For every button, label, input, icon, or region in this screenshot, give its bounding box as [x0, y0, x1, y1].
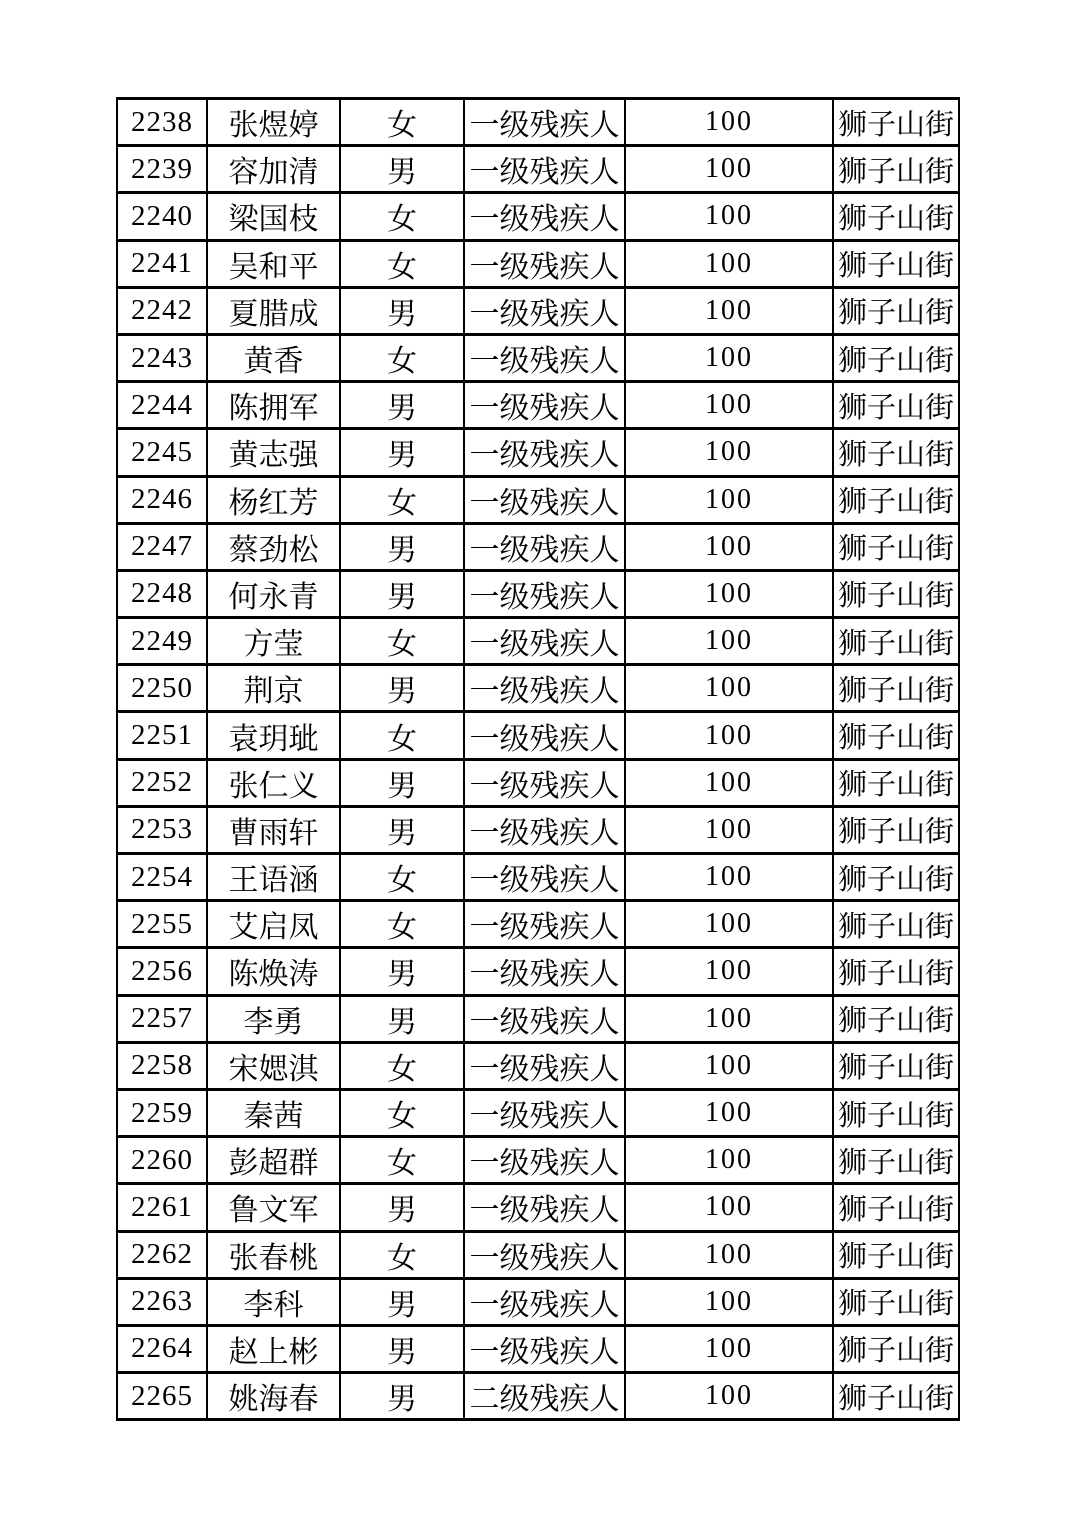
cell-disability-category: 一级残疾人 [464, 570, 625, 617]
cell-serial-number: 2243 [117, 334, 207, 381]
cell-amount: 100 [625, 712, 833, 759]
cell-disability-category: 一级残疾人 [464, 99, 625, 146]
table-row [117, 382, 959, 429]
cell-amount: 100 [625, 1184, 833, 1231]
cell-person-name: 容加清 [207, 146, 340, 193]
cell-disability-category: 一级残疾人 [464, 240, 625, 287]
cell-gender: 女 [340, 901, 464, 948]
cell-disability-category: 一级残疾人 [464, 1325, 625, 1372]
cell-person-name: 李科 [207, 1278, 340, 1325]
table-row [117, 1231, 959, 1278]
cell-street: 狮子山街 [833, 1184, 959, 1231]
cell-person-name: 赵上彬 [207, 1325, 340, 1372]
cell-serial-number: 2239 [117, 146, 207, 193]
cell-gender: 男 [340, 759, 464, 806]
cell-serial-number: 2262 [117, 1231, 207, 1278]
cell-gender: 女 [340, 1089, 464, 1136]
cell-disability-category: 一级残疾人 [464, 1137, 625, 1184]
cell-gender: 男 [340, 382, 464, 429]
cell-person-name: 夏腊成 [207, 287, 340, 334]
table-row [117, 429, 959, 476]
cell-serial-number: 2260 [117, 1137, 207, 1184]
cell-street: 狮子山街 [833, 1137, 959, 1184]
cell-person-name: 姚海春 [207, 1373, 340, 1420]
table-row [117, 1373, 959, 1420]
cell-amount: 100 [625, 334, 833, 381]
cell-street: 狮子山街 [833, 476, 959, 523]
cell-disability-category: 一级残疾人 [464, 1042, 625, 1089]
cell-amount: 100 [625, 1373, 833, 1420]
cell-street: 狮子山街 [833, 1231, 959, 1278]
cell-gender: 女 [340, 1231, 464, 1278]
cell-serial-number: 2244 [117, 382, 207, 429]
table-row [117, 759, 959, 806]
cell-person-name: 陈拥军 [207, 382, 340, 429]
table-row [117, 287, 959, 334]
table-row [117, 193, 959, 240]
cell-amount: 100 [625, 759, 833, 806]
cell-amount: 100 [625, 1089, 833, 1136]
cell-amount: 100 [625, 240, 833, 287]
table-row [117, 618, 959, 665]
cell-serial-number: 2251 [117, 712, 207, 759]
cell-serial-number: 2253 [117, 806, 207, 853]
cell-person-name: 张仁义 [207, 759, 340, 806]
table-row [117, 806, 959, 853]
cell-serial-number: 2265 [117, 1373, 207, 1420]
cell-serial-number: 2250 [117, 665, 207, 712]
cell-serial-number: 2245 [117, 429, 207, 476]
cell-person-name: 张煜婷 [207, 99, 340, 146]
cell-gender: 女 [340, 1042, 464, 1089]
cell-person-name: 梁国枝 [207, 193, 340, 240]
cell-gender: 女 [340, 193, 464, 240]
cell-person-name: 陈焕涛 [207, 948, 340, 995]
cell-gender: 男 [340, 287, 464, 334]
cell-disability-category: 二级残疾人 [464, 1373, 625, 1420]
cell-disability-category: 一级残疾人 [464, 334, 625, 381]
cell-person-name: 方莹 [207, 618, 340, 665]
cell-amount: 100 [625, 806, 833, 853]
cell-serial-number: 2247 [117, 523, 207, 570]
table-row [117, 901, 959, 948]
cell-amount: 100 [625, 995, 833, 1042]
cell-disability-category: 一级残疾人 [464, 712, 625, 759]
cell-disability-category: 一级残疾人 [464, 995, 625, 1042]
cell-person-name: 何永青 [207, 570, 340, 617]
cell-serial-number: 2241 [117, 240, 207, 287]
cell-disability-category: 一级残疾人 [464, 759, 625, 806]
cell-amount: 100 [625, 476, 833, 523]
cell-person-name: 袁玥玼 [207, 712, 340, 759]
table-row [117, 712, 959, 759]
cell-serial-number: 2258 [117, 1042, 207, 1089]
cell-gender: 男 [340, 570, 464, 617]
cell-amount: 100 [625, 1231, 833, 1278]
cell-disability-category: 一级残疾人 [464, 476, 625, 523]
cell-amount: 100 [625, 146, 833, 193]
cell-disability-category: 一级残疾人 [464, 429, 625, 476]
cell-street: 狮子山街 [833, 429, 959, 476]
cell-street: 狮子山街 [833, 287, 959, 334]
cell-street: 狮子山街 [833, 948, 959, 995]
cell-person-name: 秦茜 [207, 1089, 340, 1136]
cell-person-name: 黄志强 [207, 429, 340, 476]
cell-serial-number: 2240 [117, 193, 207, 240]
cell-serial-number: 2256 [117, 948, 207, 995]
cell-serial-number: 2242 [117, 287, 207, 334]
cell-disability-category: 一级残疾人 [464, 523, 625, 570]
cell-disability-category: 一级残疾人 [464, 193, 625, 240]
table-row [117, 1089, 959, 1136]
cell-street: 狮子山街 [833, 854, 959, 901]
cell-person-name: 张春桃 [207, 1231, 340, 1278]
cell-person-name: 吴和平 [207, 240, 340, 287]
cell-serial-number: 2249 [117, 618, 207, 665]
cell-person-name: 彭超群 [207, 1137, 340, 1184]
cell-amount: 100 [625, 665, 833, 712]
cell-serial-number: 2255 [117, 901, 207, 948]
cell-street: 狮子山街 [833, 806, 959, 853]
cell-amount: 100 [625, 901, 833, 948]
cell-disability-category: 一级残疾人 [464, 854, 625, 901]
cell-street: 狮子山街 [833, 193, 959, 240]
cell-street: 狮子山街 [833, 334, 959, 381]
cell-person-name: 李勇 [207, 995, 340, 1042]
cell-gender: 男 [340, 1373, 464, 1420]
cell-disability-category: 一级残疾人 [464, 665, 625, 712]
benefit-roster-table [116, 97, 960, 1421]
cell-gender: 男 [340, 146, 464, 193]
cell-disability-category: 一级残疾人 [464, 901, 625, 948]
cell-disability-category: 一级残疾人 [464, 287, 625, 334]
cell-amount: 100 [625, 618, 833, 665]
table-row [117, 146, 959, 193]
cell-street: 狮子山街 [833, 99, 959, 146]
cell-gender: 男 [340, 1184, 464, 1231]
table-row [117, 665, 959, 712]
cell-street: 狮子山街 [833, 665, 959, 712]
cell-serial-number: 2254 [117, 854, 207, 901]
cell-gender: 女 [340, 240, 464, 287]
cell-gender: 女 [340, 334, 464, 381]
cell-disability-category: 一级残疾人 [464, 1089, 625, 1136]
cell-gender: 女 [340, 476, 464, 523]
cell-amount: 100 [625, 287, 833, 334]
table-row [117, 1137, 959, 1184]
cell-disability-category: 一级残疾人 [464, 1184, 625, 1231]
cell-gender: 女 [340, 99, 464, 146]
cell-serial-number: 2252 [117, 759, 207, 806]
cell-amount: 100 [625, 99, 833, 146]
cell-person-name: 黄香 [207, 334, 340, 381]
table-row [117, 240, 959, 287]
cell-amount: 100 [625, 523, 833, 570]
cell-street: 狮子山街 [833, 240, 959, 287]
cell-disability-category: 一级残疾人 [464, 146, 625, 193]
table-row [117, 995, 959, 1042]
cell-person-name: 荆京 [207, 665, 340, 712]
cell-gender: 男 [340, 1278, 464, 1325]
cell-disability-category: 一级残疾人 [464, 618, 625, 665]
table-row [117, 476, 959, 523]
cell-amount: 100 [625, 854, 833, 901]
cell-serial-number: 2263 [117, 1278, 207, 1325]
cell-street: 狮子山街 [833, 1042, 959, 1089]
cell-street: 狮子山街 [833, 1325, 959, 1372]
cell-disability-category: 一级残疾人 [464, 382, 625, 429]
cell-street: 狮子山街 [833, 901, 959, 948]
cell-amount: 100 [625, 570, 833, 617]
cell-gender: 男 [340, 665, 464, 712]
cell-gender: 男 [340, 995, 464, 1042]
cell-disability-category: 一级残疾人 [464, 948, 625, 995]
cell-street: 狮子山街 [833, 523, 959, 570]
cell-gender: 男 [340, 948, 464, 995]
cell-street: 狮子山街 [833, 382, 959, 429]
cell-gender: 男 [340, 806, 464, 853]
cell-serial-number: 2261 [117, 1184, 207, 1231]
table-row [117, 1278, 959, 1325]
table-row [117, 948, 959, 995]
cell-street: 狮子山街 [833, 1089, 959, 1136]
table-row [117, 99, 959, 146]
cell-serial-number: 2246 [117, 476, 207, 523]
cell-serial-number: 2264 [117, 1325, 207, 1372]
cell-street: 狮子山街 [833, 1278, 959, 1325]
cell-gender: 女 [340, 854, 464, 901]
cell-gender: 女 [340, 712, 464, 759]
cell-street: 狮子山街 [833, 759, 959, 806]
cell-amount: 100 [625, 1137, 833, 1184]
cell-amount: 100 [625, 429, 833, 476]
cell-serial-number: 2259 [117, 1089, 207, 1136]
cell-serial-number: 2257 [117, 995, 207, 1042]
cell-person-name: 王语涵 [207, 854, 340, 901]
cell-person-name: 艾启凤 [207, 901, 340, 948]
table-row [117, 1042, 959, 1089]
cell-amount: 100 [625, 1042, 833, 1089]
cell-street: 狮子山街 [833, 570, 959, 617]
cell-street: 狮子山街 [833, 995, 959, 1042]
cell-gender: 男 [340, 1325, 464, 1372]
cell-gender: 女 [340, 618, 464, 665]
cell-amount: 100 [625, 382, 833, 429]
cell-street: 狮子山街 [833, 712, 959, 759]
table-row [117, 854, 959, 901]
roster-table-body [117, 99, 959, 1420]
table-row [117, 1325, 959, 1372]
table-row [117, 570, 959, 617]
cell-person-name: 宋媤淇 [207, 1042, 340, 1089]
cell-amount: 100 [625, 948, 833, 995]
cell-amount: 100 [625, 1278, 833, 1325]
cell-serial-number: 2238 [117, 99, 207, 146]
cell-disability-category: 一级残疾人 [464, 806, 625, 853]
cell-person-name: 鲁文军 [207, 1184, 340, 1231]
cell-disability-category: 一级残疾人 [464, 1231, 625, 1278]
cell-amount: 100 [625, 1325, 833, 1372]
cell-amount: 100 [625, 193, 833, 240]
cell-street: 狮子山街 [833, 1373, 959, 1420]
cell-serial-number: 2248 [117, 570, 207, 617]
cell-gender: 女 [340, 1137, 464, 1184]
cell-disability-category: 一级残疾人 [464, 1278, 625, 1325]
cell-person-name: 曹雨轩 [207, 806, 340, 853]
table-row [117, 523, 959, 570]
table-row [117, 1184, 959, 1231]
cell-gender: 男 [340, 523, 464, 570]
cell-street: 狮子山街 [833, 618, 959, 665]
cell-street: 狮子山街 [833, 146, 959, 193]
table-row [117, 334, 959, 381]
cell-person-name: 蔡劲松 [207, 523, 340, 570]
cell-gender: 男 [340, 429, 464, 476]
cell-person-name: 杨红芳 [207, 476, 340, 523]
